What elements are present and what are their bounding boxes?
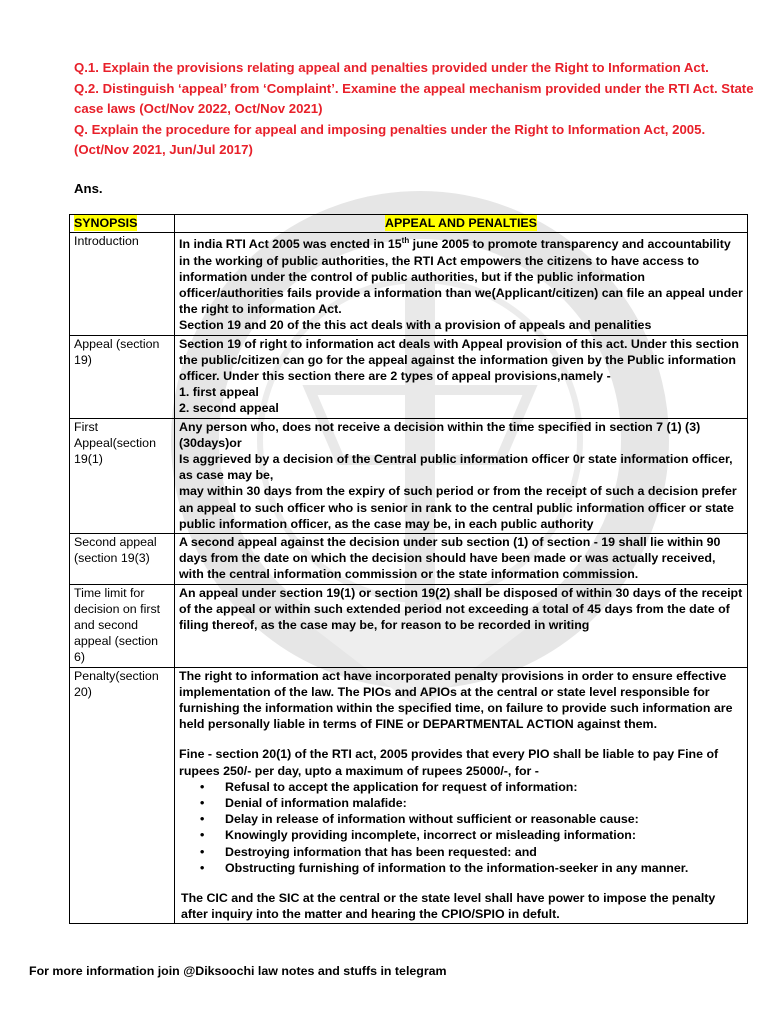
row-label-first-appeal: First Appeal(section 19(1) [70,418,175,533]
list-item: • Delay in release of information without sufficient or reasonable cause: [225,811,743,827]
question-3: Q. Explain the procedure for appeal and imposing penalties under the Right to Information Act, 2005. (Oct/Nov 2021, Jun/Jul 2017) [74,121,706,157]
row-text-penalty: The right to information act have incorporated penalty provisions in order to ensure effective implementation of the law. The PIOs and APIOs at the central or state level responsible for furnishing the information within the specified time, on failure to provide such information are held personally liable in terms of FINE or DEPARTMENTAL ACTION against them. Fine - section 20(1) of the RTI act, 2005 provides that every PIO shall be liable to pay Fine of rupees 250/- per day, upto a maximum of rupees 25000/-, for - • Refusal to accept the application for request of information: • Denial of information malafide: • Delay in release of information without sufficient or reasonable cause: • Knowingly providing incomplete, incorrect or misleading information: • Destroying information that has been requested: and • Obstructing furnishing of information to the information-seeker in any manner. The CIC and the SIC at the central or the state level shall have power to impose the penalty after inquiry into the matter and hearing the CPIO/SPIO in defult. [175,667,748,924]
question-list [74,58,754,161]
question-1: Q.1. Explain the provisions relating appeal and penalties provided under the Right to Information Act. [74,60,709,75]
question-2: Q.2. Distinguish ‘appeal’ from ‘Complaint’. Examine the appeal mechanism provided under the RTI Act. State case laws (Oct/Nov 2022, Oct/Nov 2021) [74,80,754,116]
table-row [70,233,748,335]
table-row [70,667,748,924]
table-row [70,533,748,584]
synopsis-table [69,214,748,924]
list-item: • Denial of information malafide: [225,795,743,811]
row-text-appeal: Section 19 of right to information act deals with Appeal provision of this act. Under this section the public/citizen can go for the appeal against the information given by the Public information officer. Under this section there are 2 types of appeal provisions,namely - 1. first appeal 2. second appeal [175,335,748,418]
list-item: • Obstructing furnishing of information to the information-seeker in any manner. [225,860,743,876]
table-row [70,335,748,418]
header-synopsis: SYNOPSIS [70,215,175,233]
row-text-first-appeal: Any person who, does not receive a decision within the time specified in section 7 (1) (3) (30days)or Is aggrieved by a decision of the Central public information officer 0r state information officer, as case may be, may within 30 days from the expiry of such period or from the receipt of such a decision prefer an appeal to such officer who is senior in rank to the central public information officer or state public information officer, as the case may be, in each public authority [175,418,748,533]
row-text-second-appeal: A second appeal against the decision under sub section (1) of section - 19 shall lie within 90 days from the date on which the decision should have been made or was actually received, with the central information commission or the state information commission. [175,533,748,584]
list-item: • Knowingly providing incomplete, incorrect or misleading information: [225,827,743,843]
table-row [70,418,748,533]
row-text-introduction: In india RTI Act 2005 was encted in 15th june 2005 to promote transparency and accountability in the working of public authorities, the RTI Act empowers the citizens to have access to information under the control of public authorities, but if the public information officer/authorities fails provide a information than we(Applicant/citizen) can file an appeal under the right to information Act. Section 19 and 20 of the this act deals with a provision of appeals and penalities [175,233,748,335]
row-label-time-limit: Time limit for decision on first and second appeal (section 6) [70,584,175,667]
penalty-bullet-list [179,779,743,876]
list-item: • Refusal to accept the application for request of information: [225,779,743,795]
header-appeal-penalties: APPEAL AND PENALTIES [175,215,748,233]
footer-note: For more information join @Diksoochi law notes and stuffs in telegram [29,964,447,978]
row-text-time-limit: An appeal under section 19(1) or section 19(2) shall be disposed of within 30 days of the receipt of the appeal or within such extended period not exceeding a total of 45 days from the date of filing thereof, as the case may be, for reason to be recorded in writing [175,584,748,667]
row-label-appeal: Appeal (section 19) [70,335,175,418]
row-label-second-appeal: Second appeal (section 19(3) [70,533,175,584]
row-label-introduction: Introduction [70,233,175,335]
list-item: • Destroying information that has been requested: and [225,844,743,860]
answer-label: Ans. [74,181,103,196]
table-header-row [70,215,748,233]
row-label-penalty: Penalty(section 20) [70,667,175,924]
table-row [70,584,748,667]
